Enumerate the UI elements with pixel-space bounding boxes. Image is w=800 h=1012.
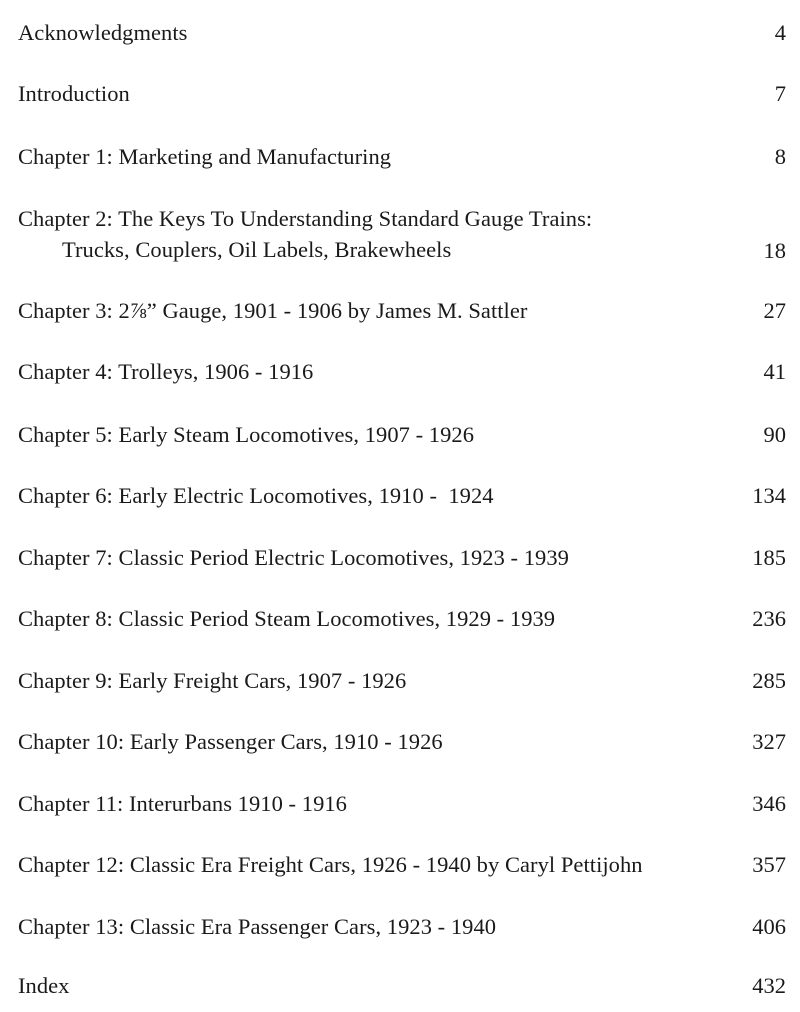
toc-entry-title: Chapter 8: Classic Period Steam Locomotives, 1929 - 1939 xyxy=(18,606,556,631)
toc-entry-page: 432 xyxy=(752,973,786,998)
toc-entry-title: Acknowledgments xyxy=(18,20,188,45)
toc-entry-title: Chapter 1: Marketing and Manufacturing xyxy=(18,144,392,169)
toc-entry-page: 18 xyxy=(763,238,786,263)
toc-entry-title: Chapter 6: Early Electric Locomotives, 1910 - 1924 xyxy=(18,483,494,508)
toc-entry-page: 236 xyxy=(752,606,786,631)
toc-entry-page: 346 xyxy=(752,791,786,816)
toc-entry-page: 185 xyxy=(752,545,786,570)
toc-entry-page: 8 xyxy=(774,144,786,169)
toc-entry-page: 327 xyxy=(752,729,786,754)
toc-entry-title: Chapter 10: Early Passenger Cars, 1910 - 1926 xyxy=(18,729,443,754)
toc-entry-title: Chapter 12: Classic Era Freight Cars, 1926 - 1940 by Caryl Pettijohn xyxy=(18,852,643,877)
toc-entry-page: 7 xyxy=(774,81,786,106)
toc-entry-title-line2: Trucks, Couplers, Oil Labels, Brakewheels xyxy=(62,237,452,262)
toc-entry-page: 41 xyxy=(763,359,786,384)
toc-entry-title-line1: Chapter 2: The Keys To Understanding Standard Gauge Trains: xyxy=(18,206,593,231)
toc-entry-title: Chapter 11: Interurbans 1910 - 1916 xyxy=(18,791,347,816)
toc-entry-title: Chapter 9: Early Freight Cars, 1907 - 1926 xyxy=(18,668,407,693)
toc-entry-title: Chapter 13: Classic Era Passenger Cars, 1923 - 1940 xyxy=(18,914,497,939)
toc-entry-title xyxy=(18,203,592,265)
toc-entry-page: 27 xyxy=(763,298,786,323)
toc-entry-page: 90 xyxy=(763,422,786,447)
toc-entry-title: Chapter 5: Early Steam Locomotives, 1907 - 1926 xyxy=(18,422,475,447)
toc-entry-title: Chapter 4: Trolleys, 1906 - 1916 xyxy=(18,359,314,384)
toc-entry-title: Chapter 7: Classic Period Electric Locomotives, 1923 - 1939 xyxy=(18,545,569,570)
toc-entry-page: 285 xyxy=(752,668,786,693)
toc-entry-page: 406 xyxy=(752,914,786,939)
toc-entry-title: Introduction xyxy=(18,81,130,106)
toc-entry-page: 357 xyxy=(752,852,786,877)
toc-entry-title: Index xyxy=(18,973,70,998)
toc-entry-page: 134 xyxy=(752,483,786,508)
toc-entry-page: 4 xyxy=(774,20,786,45)
toc-entry-title: Chapter 3: 2⅞” Gauge, 1901 - 1906 by James M. Sattler xyxy=(18,298,528,323)
